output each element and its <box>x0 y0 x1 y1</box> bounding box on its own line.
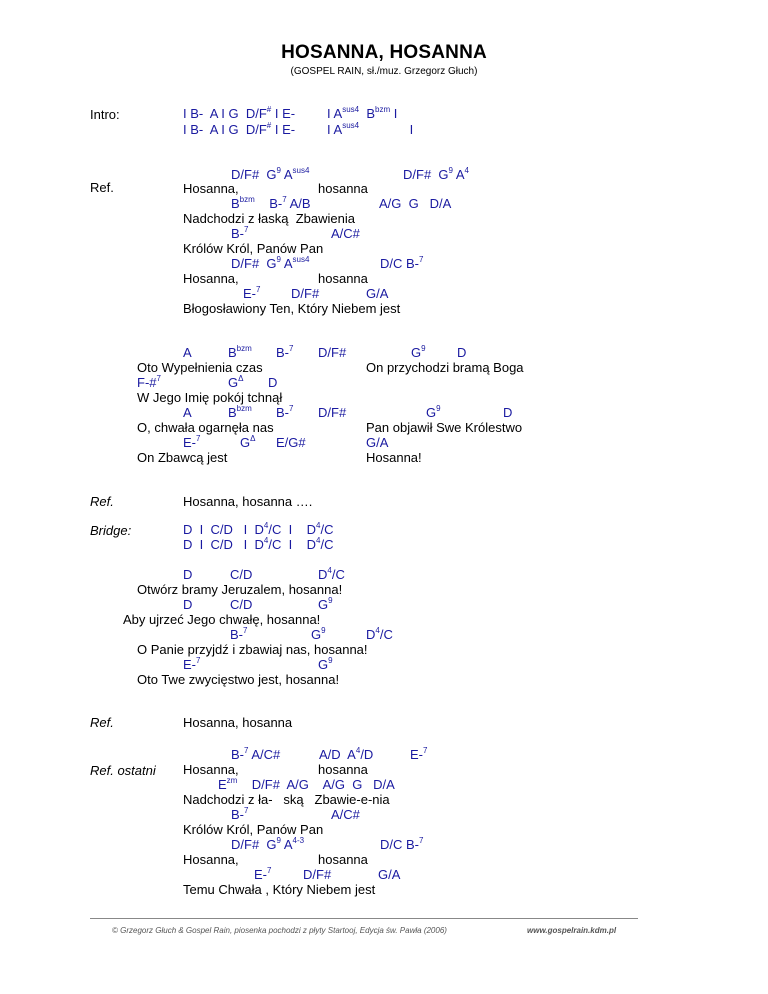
lyric-line-ref-l1b: hosanna <box>318 181 368 196</box>
chord-line-rl-c5c: G/A <box>378 867 401 882</box>
chord-line-v-c1b: $B^{bzm}$ <box>228 343 252 360</box>
chord-line-b-c2b: C/D <box>230 597 253 612</box>
ref-short-line: Hosanna, hosanna …. <box>183 494 313 509</box>
chord-line-v-c3d: D/F# <box>318 405 347 420</box>
lyric-line-ref-l4a: Hosanna, <box>183 271 239 286</box>
lyric-line-rl-l5: Temu Chwała , Który Niebem jest <box>183 882 376 897</box>
lyric-line-v-l3b: Pan objawił Swe Królestwo <box>366 420 523 435</box>
chord-line-v-c4a: E-$^7$ <box>183 433 201 450</box>
chord-line-rl-c5b: D/F# <box>303 867 332 882</box>
chord-line-intro-1a: I B- A I G D/F# I E- <box>183 104 296 121</box>
lyric-line-b-l2: Aby ujrzeć Jego chwałę, hosanna! <box>123 612 321 627</box>
lyric-line-ref-l1a: Hosanna, <box>183 181 239 196</box>
chord-line-v-c3e: $G^9$ <box>426 403 441 420</box>
chord-line-rl-c1c: E-$^7$ <box>410 745 428 762</box>
chord-line-b-c1a: D <box>183 567 193 582</box>
chord-line-ref-c1: D/F# $G^9$ $A^{sus4}$ <box>231 165 310 182</box>
chord-line-b-c3b: $G^9$ <box>311 625 326 642</box>
chord-line-b-c1c: $D^4/C$ <box>318 565 345 582</box>
lyric-line-rl-l4b: hosanna <box>318 852 368 867</box>
lyric-line-rl-l3: Królów Król, Panów Pan <box>183 822 324 837</box>
footer-copyright: © Grzegorz Głuch & Gospel Rain, piosenka pochodzi z płyty Startooj, Edycja św. Pawła (2006) <box>112 926 447 935</box>
chord-line-b-c3c: $D^4/C$ <box>366 625 393 642</box>
lyric-line-rl-l4a: Hosanna, <box>183 852 239 867</box>
chord-line-ref-c1b: D/F# $G^9$ $A^4$ <box>403 165 469 182</box>
chord-line-ref-c5a: E-$^7$ <box>243 284 261 301</box>
lyric-line-rl-l1b: hosanna <box>318 762 368 777</box>
chord-line-v-c3f: D <box>503 405 513 420</box>
chord-line-v-c1e: $G^9$ <box>411 343 426 360</box>
lyric-line-rl-l2: Nadchodzi z ła- ską Zbawie-e-nia <box>183 792 390 807</box>
chord-line-rl-c4a: D/F# $G^9$ $A^{4-3}$ <box>231 835 305 852</box>
chord-line-v-c2b: $G^\Delta$ <box>228 373 244 390</box>
lyric-line-ref-l3: Królów Król, Panów Pan <box>183 241 324 256</box>
chord-line-v-c1f: D <box>457 345 467 360</box>
chord-line-ref-c2a: $B^{bzm}$ B-$^7$ A/B <box>231 194 311 211</box>
song-title: HOSANNA, HOSANNA <box>281 42 487 63</box>
footer-website: www.gospelrain.kdm.pl <box>527 926 617 935</box>
section-label-bridge: Bridge: <box>90 523 132 538</box>
lyric-line-v-l4b: Hosanna! <box>366 450 422 465</box>
chord-line-ref-c4b: D/C B-$^7$ <box>380 254 424 271</box>
chord-line-b-c4b: $G^9$ <box>318 655 333 672</box>
lyric-line-b-l3: O Panie przyjdź i zbawiaj nas, hosanna! <box>137 642 368 657</box>
lyric-line-ref-l5: Błogosławiony Ten, Który Niebem jest <box>183 301 401 316</box>
chord-line-br-1: D I C/D I $D^4/C$ I $D^4/C$ <box>183 520 334 537</box>
section-label-intro: Intro: <box>90 107 120 122</box>
chord-line-ref-c5b: D/F# <box>291 286 320 301</box>
lyric-line-v-l1b: On przychodzi bramą Boga <box>366 360 524 375</box>
chord-line-intro-2b: I $A^{sus4}$ I <box>327 120 414 137</box>
footer-divider <box>90 918 638 919</box>
chord-line-v-c2c: D <box>268 375 278 390</box>
chord-line-v-c4d: G/A <box>366 435 389 450</box>
chord-line-v-c2a: F-#$^7$ <box>137 373 161 390</box>
chord-line-v-c1a: A <box>183 345 192 360</box>
chord-line-rl-c2: $E^{zm}$ D/F# A/G A/G G D/A <box>218 775 395 792</box>
chord-line-rl-c3a: B-$^7$ <box>231 805 249 822</box>
chord-line-v-c1c: B-$^7$ <box>276 343 294 360</box>
chord-line-intro-1b: I $A^{sus4}$ $B^{bzm}$ I <box>327 104 398 121</box>
chord-line-v-c3b: $B^{bzm}$ <box>228 403 252 420</box>
chord-line-ref-c4a: D/F# $G^9$ $A^{sus4}$ <box>231 254 310 271</box>
lyric-line-v-l2: W Jego Imię pokój tchnął <box>137 390 283 405</box>
lyric-line-b-l4: Oto Twe zwycięstwo jest, hosanna! <box>137 672 340 687</box>
lyric-line-b-l1: Otwórz bramy Jeruzalem, hosanna! <box>137 582 343 597</box>
chord-line-rl-c1a: B-$^7$ A/C# <box>231 745 281 762</box>
section-label-ref-2: Ref. <box>90 494 114 509</box>
chord-line-ref-c3b: A/C# <box>331 226 360 241</box>
chord-line-b-c4a: E-$^7$ <box>183 655 201 672</box>
lyric-line-v-l1a: Oto Wypełnienia czas <box>137 360 263 375</box>
chord-line-b-c3a: B-$^7$ <box>230 625 248 642</box>
chord-line-intro-2a: I B- A I G D/F# I E- <box>183 120 296 137</box>
lyric-line-v-l4a: On Zbawcą jest <box>137 450 228 465</box>
chord-line-ref-c3a: B-$^7$ <box>231 224 249 241</box>
chord-line-v-c3a: A <box>183 405 192 420</box>
chord-line-ref-c5c: G/A <box>366 286 389 301</box>
song-subtitle: (GOSPEL RAIN, sł./muz. Grzegorz Głuch) <box>290 66 478 77</box>
lyric-line-v-l3a: O, chwała ogarnęła nas <box>137 420 274 435</box>
chord-line-rl-c1b: A/D $A^4/D$ <box>319 745 374 762</box>
chord-line-b-c2c: $G^9$ <box>318 595 333 612</box>
chord-line-rl-c3b: A/C# <box>331 807 360 822</box>
chord-line-ref-c2b: A/G G D/A <box>379 196 452 211</box>
chord-line-br-2: D I C/D I $D^4/C$ I $D^4/C$ <box>183 535 334 552</box>
lyric-line-ref-l2: Nadchodzi z łaską Zbawienia <box>183 211 355 226</box>
section-label-ref-3: Ref. <box>90 715 114 730</box>
chord-line-rl-c4b: D/C B-$^7$ <box>380 835 424 852</box>
chord-line-v-c3c: B-$^7$ <box>276 403 294 420</box>
lyric-line-ref-l4b: hosanna <box>318 271 368 286</box>
chord-line-rl-c5a: E-$^7$ <box>254 865 272 882</box>
lyric-line-rl-l1a: Hosanna, <box>183 762 239 777</box>
chord-line-b-c2a: D <box>183 597 193 612</box>
chord-line-b-c1b: C/D <box>230 567 253 582</box>
section-label-ref: Ref. <box>90 180 114 195</box>
chord-line-v-c4c: E/G# <box>276 435 306 450</box>
chord-line-v-c1d: D/F# <box>318 345 347 360</box>
chord-line-v-c4b: $G^\Delta$ <box>240 433 256 450</box>
ref-short-line-2: Hosanna, hosanna <box>183 715 293 730</box>
section-label-ref-last: Ref. ostatni <box>90 763 156 778</box>
